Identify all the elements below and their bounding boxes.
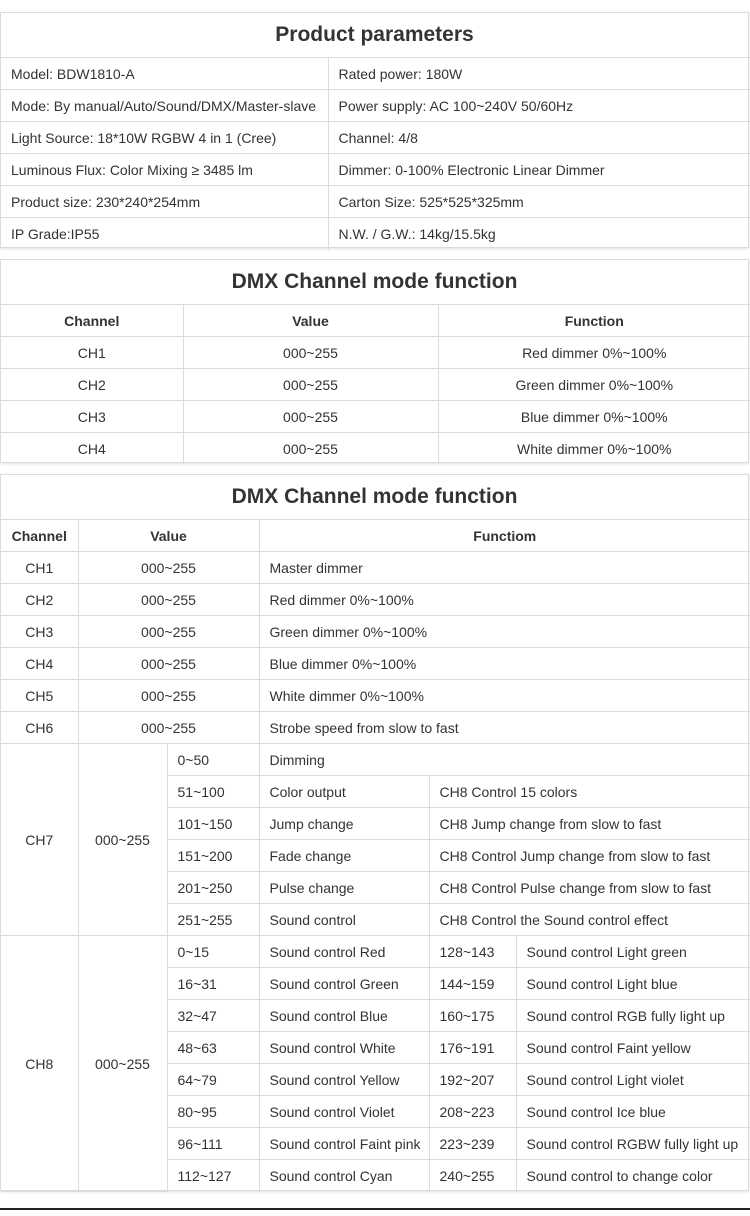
function-cell: Strobe speed from slow to fast bbox=[259, 712, 750, 744]
function-cell: Jump change bbox=[259, 808, 429, 840]
function-cell: Sound control Yellow bbox=[259, 1064, 429, 1096]
table-row bbox=[1, 712, 750, 744]
channel-cell: CH2 bbox=[1, 584, 78, 616]
panel-title: Product parameters bbox=[275, 23, 474, 46]
function-cell: Sound control bbox=[259, 904, 429, 936]
range-cell: 32~47 bbox=[167, 1000, 259, 1032]
table-row bbox=[1, 433, 750, 465]
channel-cell: CH1 bbox=[1, 552, 78, 584]
function-cell: White dimmer 0%~100% bbox=[438, 433, 750, 465]
parameter-right-cell: Carton Size: 525*525*325mm bbox=[328, 186, 750, 218]
function-cell: Color output bbox=[259, 776, 429, 808]
range-cell: 48~63 bbox=[167, 1032, 259, 1064]
function-cell: Blue dimmer 0%~100% bbox=[438, 401, 750, 433]
range-cell: 0~50 bbox=[167, 744, 259, 776]
header-channel: Channel bbox=[1, 520, 78, 552]
range-cell: 251~255 bbox=[167, 904, 259, 936]
channel-cell: CH4 bbox=[1, 648, 78, 680]
header-value: Value bbox=[78, 520, 259, 552]
function-cell: Sound control RGB fully light up bbox=[516, 1000, 750, 1032]
channel-cell: CH5 bbox=[1, 680, 78, 712]
table-row bbox=[1, 584, 750, 616]
table-row bbox=[1, 616, 750, 648]
note-cell: CH8 Control Jump change from slow to fast bbox=[429, 840, 750, 872]
range-cell: 240~255 bbox=[429, 1160, 516, 1192]
value-cell: 000~255 bbox=[78, 712, 259, 744]
header-function: Functiom bbox=[259, 520, 750, 552]
range-cell: 16~31 bbox=[167, 968, 259, 1000]
table-row bbox=[1, 648, 750, 680]
channel-cell: CH4 bbox=[1, 433, 183, 465]
table-row bbox=[1, 401, 750, 433]
function-cell: Sound control Cyan bbox=[259, 1160, 429, 1192]
parameter-row bbox=[1, 122, 750, 154]
parameter-left-cell: Light Source: 18*10W RGBW 4 in 1 (Cree) bbox=[1, 122, 328, 154]
value-cell: 000~255 bbox=[183, 369, 438, 401]
range-cell: 64~79 bbox=[167, 1064, 259, 1096]
note-cell: CH8 Control Pulse change from slow to fast bbox=[429, 872, 750, 904]
function-cell: White dimmer 0%~100% bbox=[259, 680, 750, 712]
function-cell: Red dimmer 0%~100% bbox=[438, 337, 750, 369]
header-value: Value bbox=[183, 305, 438, 337]
function-cell: Fade change bbox=[259, 840, 429, 872]
range-cell: 0~15 bbox=[167, 936, 259, 968]
parameter-right-cell: Power supply: AC 100~240V 50/60Hz bbox=[328, 90, 750, 122]
value-cell: 000~255 bbox=[78, 744, 167, 936]
value-cell: 000~255 bbox=[183, 401, 438, 433]
parameter-row bbox=[1, 186, 750, 218]
dmx-8ch-panel bbox=[0, 474, 749, 1191]
parameter-row bbox=[1, 58, 750, 90]
parameter-left-cell: IP Grade:IP55 bbox=[1, 218, 328, 250]
table-row bbox=[1, 936, 750, 968]
parameter-right-cell: Channel: 4/8 bbox=[328, 122, 750, 154]
range-cell: 192~207 bbox=[429, 1064, 516, 1096]
function-cell: Sound control to change color bbox=[516, 1160, 750, 1192]
panel-title: DMX Channel mode function bbox=[231, 485, 518, 508]
table-row bbox=[1, 552, 750, 584]
parameter-right-cell: Dimmer: 0-100% Electronic Linear Dimmer bbox=[328, 154, 750, 186]
header-channel: Channel bbox=[1, 305, 183, 337]
range-cell: 151~200 bbox=[167, 840, 259, 872]
function-cell: Pulse change bbox=[259, 872, 429, 904]
note-cell: CH8 Control the Sound control effect bbox=[429, 904, 750, 936]
function-cell: Sound control Light violet bbox=[516, 1064, 750, 1096]
function-cell: Sound control Ice blue bbox=[516, 1096, 750, 1128]
channel-cell: CH1 bbox=[1, 337, 183, 369]
parameter-row bbox=[1, 90, 750, 122]
function-cell: Red dimmer 0%~100% bbox=[259, 584, 750, 616]
table-header-row bbox=[1, 305, 750, 337]
parameters-table bbox=[1, 57, 750, 250]
range-cell: 208~223 bbox=[429, 1096, 516, 1128]
parameter-left-cell: Luminous Flux: Color Mixing ≥ 3485 lm bbox=[1, 154, 328, 186]
value-cell: 000~255 bbox=[183, 433, 438, 465]
range-cell: 201~250 bbox=[167, 872, 259, 904]
panel-title: DMX Channel mode function bbox=[231, 270, 518, 293]
function-cell: Master dimmer bbox=[259, 552, 750, 584]
function-cell: Green dimmer 0%~100% bbox=[259, 616, 750, 648]
table-header-row bbox=[1, 520, 750, 552]
channel-cell: CH3 bbox=[1, 616, 78, 648]
channel-cell: CH8 bbox=[1, 936, 78, 1192]
parameter-row bbox=[1, 154, 750, 186]
function-cell: Green dimmer 0%~100% bbox=[438, 369, 750, 401]
range-cell: 144~159 bbox=[429, 968, 516, 1000]
dmx-4ch-panel bbox=[0, 259, 749, 463]
dmx-8ch-table bbox=[1, 519, 750, 1192]
range-cell: 80~95 bbox=[167, 1096, 259, 1128]
note-cell: CH8 Jump change from slow to fast bbox=[429, 808, 750, 840]
function-cell: Sound control Light green bbox=[516, 936, 750, 968]
value-cell: 000~255 bbox=[183, 337, 438, 369]
range-cell: 101~150 bbox=[167, 808, 259, 840]
header-function: Function bbox=[438, 305, 750, 337]
channel-cell: CH7 bbox=[1, 744, 78, 936]
parameter-right-cell: Rated power: 180W bbox=[328, 58, 750, 90]
function-cell: Sound control White bbox=[259, 1032, 429, 1064]
function-cell: Sound control Faint yellow bbox=[516, 1032, 750, 1064]
parameter-left-cell: Mode: By manual/Auto/Sound/DMX/Master-slave bbox=[1, 90, 328, 122]
range-cell: 223~239 bbox=[429, 1128, 516, 1160]
function-cell: Sound control Red bbox=[259, 936, 429, 968]
function-cell: Sound control Violet bbox=[259, 1096, 429, 1128]
table-row bbox=[1, 744, 750, 776]
parameter-row bbox=[1, 218, 750, 250]
product-parameters-panel bbox=[0, 12, 749, 248]
function-cell: Blue dimmer 0%~100% bbox=[259, 648, 750, 680]
function-cell: Sound control Blue bbox=[259, 1000, 429, 1032]
value-cell: 000~255 bbox=[78, 680, 259, 712]
value-cell: 000~255 bbox=[78, 648, 259, 680]
value-cell: 000~255 bbox=[78, 936, 167, 1192]
range-cell: 176~191 bbox=[429, 1032, 516, 1064]
range-cell: 128~143 bbox=[429, 936, 516, 968]
range-cell: 96~111 bbox=[167, 1128, 259, 1160]
table-row bbox=[1, 680, 750, 712]
function-cell: Sound control Faint pink bbox=[259, 1128, 429, 1160]
note-cell: CH8 Control 15 colors bbox=[429, 776, 750, 808]
range-cell: 51~100 bbox=[167, 776, 259, 808]
function-cell: Sound control Green bbox=[259, 968, 429, 1000]
range-cell: 160~175 bbox=[429, 1000, 516, 1032]
channel-cell: CH3 bbox=[1, 401, 183, 433]
value-cell: 000~255 bbox=[78, 552, 259, 584]
channel-cell: CH6 bbox=[1, 712, 78, 744]
dmx-4ch-table bbox=[1, 304, 750, 465]
parameter-right-cell: N.W. / G.W.: 14kg/15.5kg bbox=[328, 218, 750, 250]
parameter-left-cell: Model: BDW1810-A bbox=[1, 58, 328, 90]
function-cell: Sound control RGBW fully light up bbox=[516, 1128, 750, 1160]
table-row bbox=[1, 337, 750, 369]
value-cell: 000~255 bbox=[78, 584, 259, 616]
table-row bbox=[1, 369, 750, 401]
function-cell: Dimming bbox=[259, 744, 750, 776]
parameter-left-cell: Product size: 230*240*254mm bbox=[1, 186, 328, 218]
channel-cell: CH2 bbox=[1, 369, 183, 401]
value-cell: 000~255 bbox=[78, 616, 259, 648]
function-cell: Sound control Light blue bbox=[516, 968, 750, 1000]
bottom-divider bbox=[0, 1208, 750, 1210]
range-cell: 112~127 bbox=[167, 1160, 259, 1192]
